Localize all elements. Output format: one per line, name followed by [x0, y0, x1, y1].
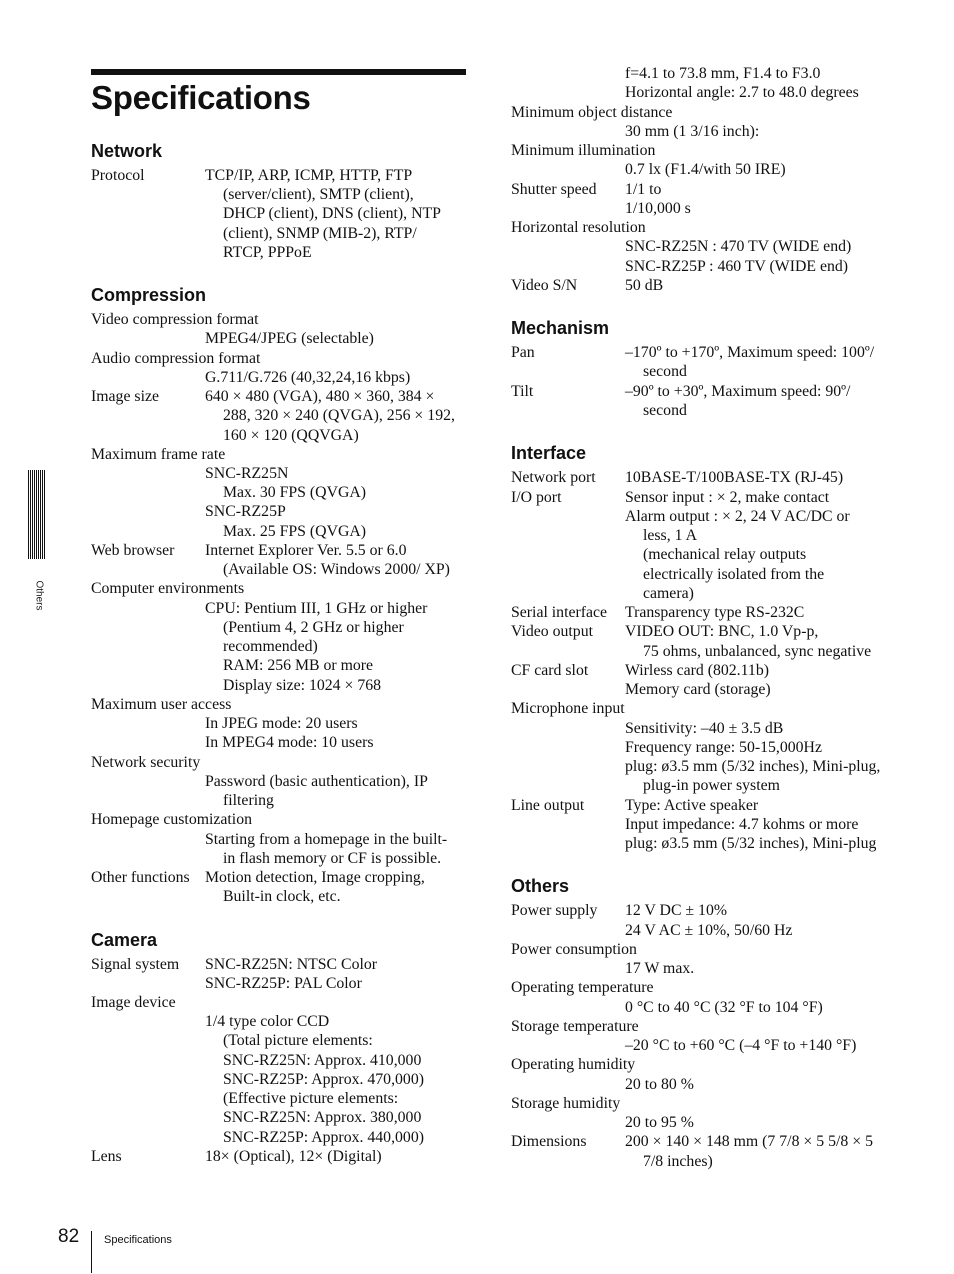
spec-label: Microphone input — [511, 700, 625, 717]
spec-value: 24 V AC ± 10%, 50/60 Hz — [625, 922, 793, 939]
spec-value: 1/10,000 s — [625, 200, 691, 217]
spec-value: Horizontal angle: 2.7 to 48.0 degrees — [625, 84, 859, 101]
spec-value: 0.7 lx (F1.4/with 50 IRE) — [625, 161, 786, 178]
spec-value: second — [643, 402, 687, 419]
spec-value: 288, 320 × 240 (QVGA), 256 × 192, — [223, 407, 455, 424]
spec-label: Protocol — [91, 167, 145, 184]
spec-label: Line output — [511, 797, 585, 814]
spec-value: G.711/G.726 (40,32,24,16 kbps) — [205, 369, 411, 386]
spec-value: VIDEO OUT: BNC, 1.0 Vp-p, — [625, 623, 819, 640]
spec-value: plug: ø3.5 mm (5/32 inches), Mini-plug — [625, 835, 877, 852]
spec-value: SNC-RZ25P — [205, 503, 286, 520]
spec-value: less, 1 A — [643, 527, 697, 544]
spec-value: In JPEG mode: 20 users — [205, 715, 358, 732]
spec-value: SNC-RZ25N: Approx. 410,000 — [223, 1052, 422, 1069]
spec-label: Shutter speed — [511, 181, 597, 198]
spec-value: 18× (Optical), 12× (Digital) — [205, 1148, 382, 1165]
spec-label: Serial interface — [511, 604, 608, 621]
title-rule — [91, 69, 466, 75]
spec-value: –170º to +170º, Maximum speed: 100º/ — [625, 344, 875, 361]
page-title: Specifications — [91, 79, 311, 116]
section-heading: Others — [511, 876, 570, 896]
spec-label: Audio compression format — [91, 350, 261, 367]
spec-value: Wirless card (802.11b) — [625, 662, 769, 679]
spec-value: (client), SNMP (MIB-2), RTP/ — [223, 225, 417, 242]
spec-value: (Available OS: Windows 2000/ XP) — [223, 561, 450, 578]
spec-label: Operating humidity — [511, 1056, 636, 1073]
spec-value: Transparency type RS-232C — [625, 604, 805, 621]
spec-value: MPEG4/JPEG (selectable) — [205, 330, 374, 347]
spec-label: Maximum user access — [91, 696, 232, 713]
spec-value: Max. 30 FPS (QVGA) — [223, 484, 367, 501]
spec-label: Signal system — [91, 956, 180, 973]
spec-value: 1/1 to — [625, 181, 662, 198]
spec-value: (Pentium 4, 2 GHz or higher — [223, 619, 404, 636]
spec-label: Pan — [511, 344, 535, 361]
spec-value: 1/4 type color CCD — [205, 1013, 330, 1030]
spec-value: Starting from a homepage in the built- — [205, 831, 448, 848]
spec-value: Display size: 1024 × 768 — [223, 677, 382, 694]
page-number: 82 — [58, 1226, 80, 1247]
footer-divider — [91, 1231, 92, 1273]
spec-label: Image device — [91, 994, 176, 1011]
spec-label: Power consumption — [511, 941, 637, 958]
spec-value: DHCP (client), DNS (client), NTP — [223, 205, 441, 222]
spec-label: Network security — [91, 754, 201, 771]
spec-value: Internet Explorer Ver. 5.5 or 6.0 — [205, 542, 407, 559]
spec-value: TCP/IP, ARP, ICMP, HTTP, FTP — [205, 167, 413, 184]
spec-value: RAM: 256 MB or more — [223, 657, 374, 674]
spec-value: filtering — [223, 792, 274, 809]
spec-value: SNC-RZ25P: Approx. 440,000) — [223, 1129, 424, 1146]
spec-label: Other functions — [91, 869, 190, 886]
spec-value: Sensor input : × 2, make contact — [625, 489, 830, 506]
section-heading: Interface — [511, 443, 587, 463]
spec-value: (mechanical relay outputs — [643, 546, 807, 563]
spec-value: 12 V DC ± 10% — [625, 902, 728, 919]
spec-value: SNC-RZ25P: Approx. 470,000) — [223, 1071, 424, 1088]
side-tab-marker — [28, 470, 46, 559]
spec-label: Video output — [511, 623, 593, 640]
spec-label: Lens — [91, 1148, 122, 1165]
spec-value: SNC-RZ25N — [205, 465, 289, 482]
spec-value: Max. 25 FPS (QVGA) — [223, 523, 367, 540]
spec-value: f=4.1 to 73.8 mm, F1.4 to F3.0 — [625, 65, 821, 82]
spec-label: Minimum object distance — [511, 104, 673, 121]
spec-label: Storage humidity — [511, 1095, 621, 1112]
spec-value: plug: ø3.5 mm (5/32 inches), Mini-plug, — [625, 758, 881, 775]
spec-value: 20 to 80 % — [625, 1076, 694, 1093]
spec-value: Memory card (storage) — [625, 681, 771, 698]
spec-label: Network port — [511, 469, 596, 486]
spec-value: SNC-RZ25N: Approx. 380,000 — [223, 1109, 422, 1126]
spec-label: Video compression format — [91, 311, 259, 328]
spec-value: Frequency range: 50-15,000Hz — [625, 739, 822, 756]
spec-label: Image size — [91, 388, 159, 405]
spec-value: recommended) — [223, 638, 318, 655]
spec-value: In MPEG4 mode: 10 users — [205, 734, 374, 751]
spec-label: CF card slot — [511, 662, 589, 679]
spec-value: 50 dB — [625, 277, 664, 294]
spec-value: 75 ohms, unbalanced, sync negative — [643, 643, 872, 660]
spec-label: Maximum frame rate — [91, 446, 226, 463]
spec-value: plug-in power system — [643, 777, 780, 794]
spec-label: Homepage customization — [91, 811, 252, 828]
spec-label: Dimensions — [511, 1133, 587, 1150]
spec-value: CPU: Pentium III, 1 GHz or higher — [205, 600, 428, 617]
spec-value: 20 to 95 % — [625, 1114, 694, 1131]
spec-label: Tilt — [511, 383, 534, 400]
spec-value: Password (basic authentication), IP — [205, 773, 428, 790]
spec-value: –90º to +30º, Maximum speed: 90º/ — [625, 383, 851, 400]
spec-value: SNC-RZ25P: PAL Color — [205, 975, 362, 992]
spec-value: second — [643, 363, 687, 380]
spec-value: SNC-RZ25P : 460 TV (WIDE end) — [625, 258, 849, 275]
spec-value: Type: Active speaker — [625, 797, 759, 814]
section-heading: Camera — [91, 930, 158, 950]
spec-value: SNC-RZ25N: NTSC Color — [205, 956, 378, 973]
section-heading: Compression — [91, 285, 207, 305]
spec-label: Minimum illumination — [511, 142, 656, 159]
spec-value: 17 W max. — [625, 960, 695, 977]
spec-value: Sensitivity: –40 ± 3.5 dB — [625, 720, 784, 737]
spec-value: (server/client), SMTP (client), — [223, 186, 414, 203]
spec-value: camera) — [643, 585, 694, 602]
spec-label: Horizontal resolution — [511, 219, 646, 236]
spec-value: (Total picture elements: — [223, 1032, 373, 1049]
spec-value: 7/8 inches) — [643, 1153, 713, 1170]
spec-value: –20 °C to +60 °C (–4 °F to +140 °F) — [625, 1037, 857, 1054]
spec-label: Storage temperature — [511, 1018, 639, 1035]
spec-label: I/O port — [511, 489, 562, 506]
spec-value: Alarm output : × 2, 24 V AC/DC or — [625, 508, 850, 525]
spec-value: 160 × 120 (QQVGA) — [223, 427, 359, 444]
spec-label: Operating temperature — [511, 979, 654, 996]
spec-label: Power supply — [511, 902, 598, 919]
spec-value: RTCP, PPPoE — [223, 244, 312, 261]
section-heading: Network — [91, 141, 163, 161]
spec-label: Web browser — [91, 542, 175, 559]
side-tab-label: Others — [33, 580, 45, 611]
spec-value: SNC-RZ25N : 470 TV (WIDE end) — [625, 238, 852, 255]
spec-value: in flash memory or CF is possible. — [223, 850, 442, 867]
spec-value: (Effective picture elements: — [223, 1090, 399, 1107]
section-heading: Mechanism — [511, 318, 610, 338]
spec-value: 0 °C to 40 °C (32 °F to 104 °F) — [625, 999, 823, 1016]
spec-value: 10BASE-T/100BASE-TX (RJ-45) — [625, 469, 844, 486]
spec-value: 30 mm (1 3/16 inch): — [625, 123, 760, 140]
spec-value: Input impedance: 4.7 kohms or more — [625, 816, 859, 833]
spec-value: 640 × 480 (VGA), 480 × 360, 384 × — [205, 388, 435, 405]
spec-label: Video S/N — [511, 277, 578, 294]
footer-section-title: Specifications — [104, 1234, 172, 1246]
spec-label: Computer environments — [91, 580, 245, 597]
spec-value: Built-in clock, etc. — [223, 888, 341, 905]
spec-value: electrically isolated from the — [643, 566, 825, 583]
spec-value: 200 × 140 × 148 mm (7 7/8 × 5 5/8 × 5 — [625, 1133, 874, 1150]
spec-value: Motion detection, Image cropping, — [205, 869, 425, 886]
